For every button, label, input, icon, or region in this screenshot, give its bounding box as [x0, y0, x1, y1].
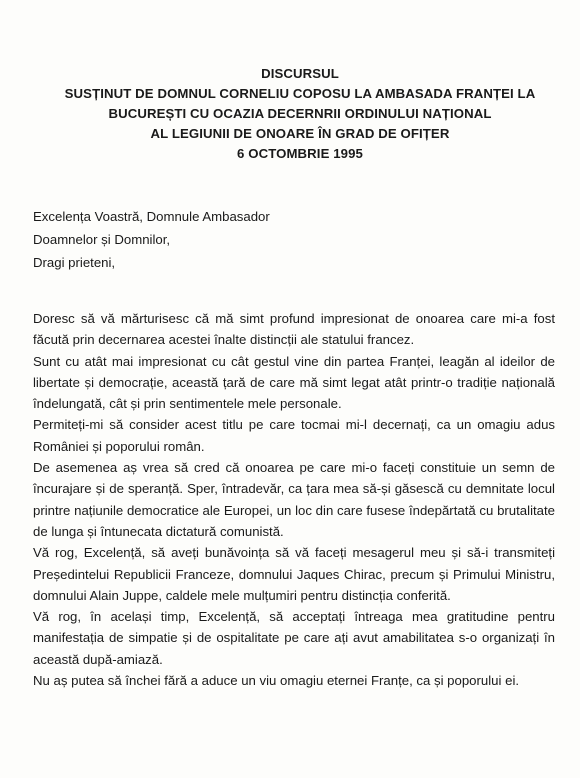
- speech-heading: [30, 64, 570, 164]
- heading-date: 6 OCTOMBRIE 1995: [237, 146, 363, 161]
- heading-line: BUCUREȘTI CU OCAZIA DECERNRII ORDINULUI NAȚIONAL: [108, 106, 492, 121]
- body-paragraph: Sunt cu atât mai impresionat cu cât gestul vine din partea Franței, leagăn al ideilor de libertate și democrație, această țară de care mă simt legat atât printr-o tradiție națională îndelungată, cât și prin sentimentele mele personale.: [33, 353, 555, 412]
- body-paragraph: Doresc să vă mărturisesc că mă simt profund impresionat de onoarea care mi-a fost făcută prin decernarea acestei înalte distincții ale statului francez.: [33, 311, 555, 348]
- speech-body: [33, 308, 555, 691]
- salutation-line: Dragi prieteni,: [33, 255, 116, 270]
- salutation-block: [33, 205, 270, 274]
- heading-line: AL LEGIUNII DE ONOARE ÎN GRAD DE OFIȚER: [150, 126, 450, 141]
- body-paragraph: Permiteți-mi să consider acest titlu pe care tocmai mi-l decernați, ca un omagiu adus României și poporului român.: [33, 417, 555, 454]
- body-paragraph: Vă rog, în același timp, Excelență, să acceptați întreaga mea gratitudine pentru manifestația de simpatie și de ospitalitate pe care ați avut amabilitatea s-o organizați în această după-amiază.: [33, 609, 555, 667]
- salutation-line: Doamnelor și Domnilor,: [33, 232, 171, 247]
- heading-title: DISCURSUL: [261, 66, 339, 81]
- salutation-line: Excelența Voastră, Domnule Ambasador: [33, 209, 270, 224]
- heading-line: SUSȚINUT DE DOMNUL CORNELIU COPOSU LA AMBASADA FRANȚEI LA: [64, 86, 536, 101]
- body-paragraph: Nu aș putea să închei fără a aduce un viu omagiu eternei Franțe, ca și poporului ei.: [33, 673, 520, 689]
- body-paragraph: Vă rog, Excelență, să aveți bunăvoința să vă faceți mesagerul meu și să-i transmiteți Președintelui Republicii Franceze, domnului Jaques Chirac, precum și Primului Ministru, domnului Alain Juppe, caldele mele mulțumiri pentru distincția conferită.: [33, 545, 555, 603]
- body-paragraph: De asemenea aș vrea să cred că onoarea pe care mi-o faceți constituie un semn de încurajare și de speranță. Sper, întradevăr, ca țara mea să-și găsescă cu demnitate locul printre națiunile democratice ale Europei, un loc din care fusese îndepărtată cu brutalitate de lunga și întunecata dictatură comunistă.: [33, 460, 555, 539]
